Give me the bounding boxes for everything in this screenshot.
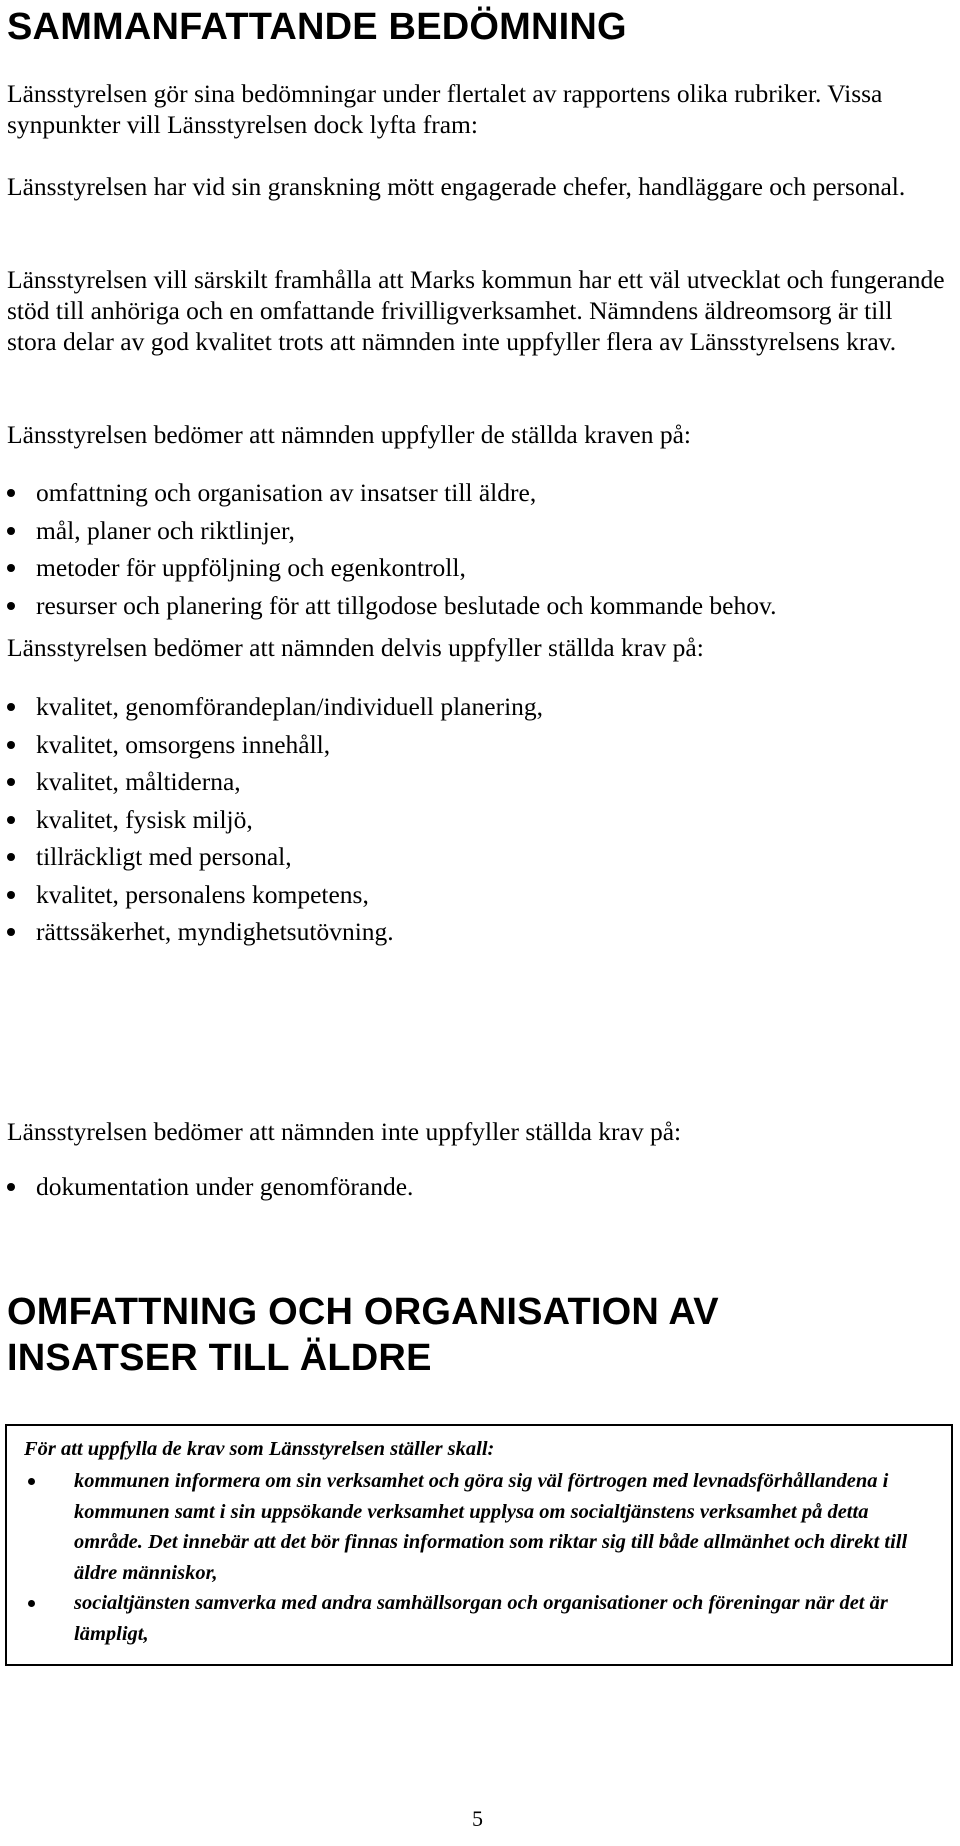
section-heading-summary: SAMMANFATTANDE BEDÖMNING <box>7 6 627 48</box>
list-item: resurser och planering för att tillgodose beslutade och kommande behov. <box>7 587 947 625</box>
section-heading-scope-line1: OMFATTNING OCH ORGANISATION AV <box>7 1291 719 1333</box>
partially-list <box>7 688 947 951</box>
section-heading-scope-line2: INSATSER TILL ÄLDRE <box>7 1337 432 1379</box>
not-fulfilled-lead: Länsstyrelsen bedömer att nämnden inte uppfyller ställda krav på: <box>7 1117 682 1146</box>
list-item: socialtjänsten samverka med andra samhällsorgan och organisationer och föreningar när det är lämpligt, <box>24 1588 934 1649</box>
intro-paragraph: Länsstyrelsen gör sina bedömningar under flertalet av rapportens olika rubriker. Vissa synpunkter vill Länsstyrelsen dock lyfta fram: <box>7 79 883 139</box>
section-heading-scope <box>7 1289 719 1381</box>
list-item: kommunen informera om sin verksamhet och göra sig väl förtrogen med levnadsförhållandena i kommunen samt i sin uppsökande verksamhet upplysa om socialtjänstens verksamhet på detta område. Det innebär att det bör finnas information som riktar sig till både allmänhet och direkt till äldre människor, <box>24 1466 934 1588</box>
list-item: rättssäkerhet, myndighetsutövning. <box>7 913 947 951</box>
list-item: kvalitet, omsorgens innehåll, <box>7 726 947 764</box>
paragraph-engagement: Länsstyrelsen har vid sin granskning mött engagerade chefer, handläggare och personal. <box>7 172 906 201</box>
not-fulfilled-list <box>7 1168 947 1206</box>
page-number: 5 <box>472 1806 483 1831</box>
list-item: omfattning och organisation av insatser till äldre, <box>7 474 947 512</box>
fulfills-lead: Länsstyrelsen bedömer att nämnden uppfyller de ställda kraven på: <box>7 420 692 449</box>
list-item: kvalitet, måltiderna, <box>7 763 947 801</box>
list-item: kvalitet, fysisk miljö, <box>7 801 947 839</box>
requirements-box <box>5 1424 953 1666</box>
requirements-intro: För att uppfylla de krav som Länsstyrelsen ställer skall: <box>24 1438 495 1460</box>
partially-lead: Länsstyrelsen bedömer att nämnden delvis uppfyller ställda krav på: <box>7 633 704 662</box>
list-item: mål, planer och riktlinjer, <box>7 512 947 550</box>
paragraph-highlights: Länsstyrelsen vill särskilt framhålla att Marks kommun har ett väl utvecklat och fungerande stöd till anhöriga och en omfattande frivilligverksamhet. Nämndens äldreomsorg är till stora delar av god kvalitet trots att nämnden inte uppfyller flera av Länsstyrelsens krav. <box>7 265 945 356</box>
requirements-list <box>24 1466 934 1649</box>
list-item: kvalitet, genomförandeplan/individuell planering, <box>7 688 947 726</box>
fulfills-list <box>7 474 947 624</box>
list-item: tillräckligt med personal, <box>7 838 947 876</box>
list-item: kvalitet, personalens kompetens, <box>7 876 947 914</box>
list-item: dokumentation under genomförande. <box>7 1168 947 1206</box>
list-item: metoder för uppföljning och egenkontroll, <box>7 549 947 587</box>
